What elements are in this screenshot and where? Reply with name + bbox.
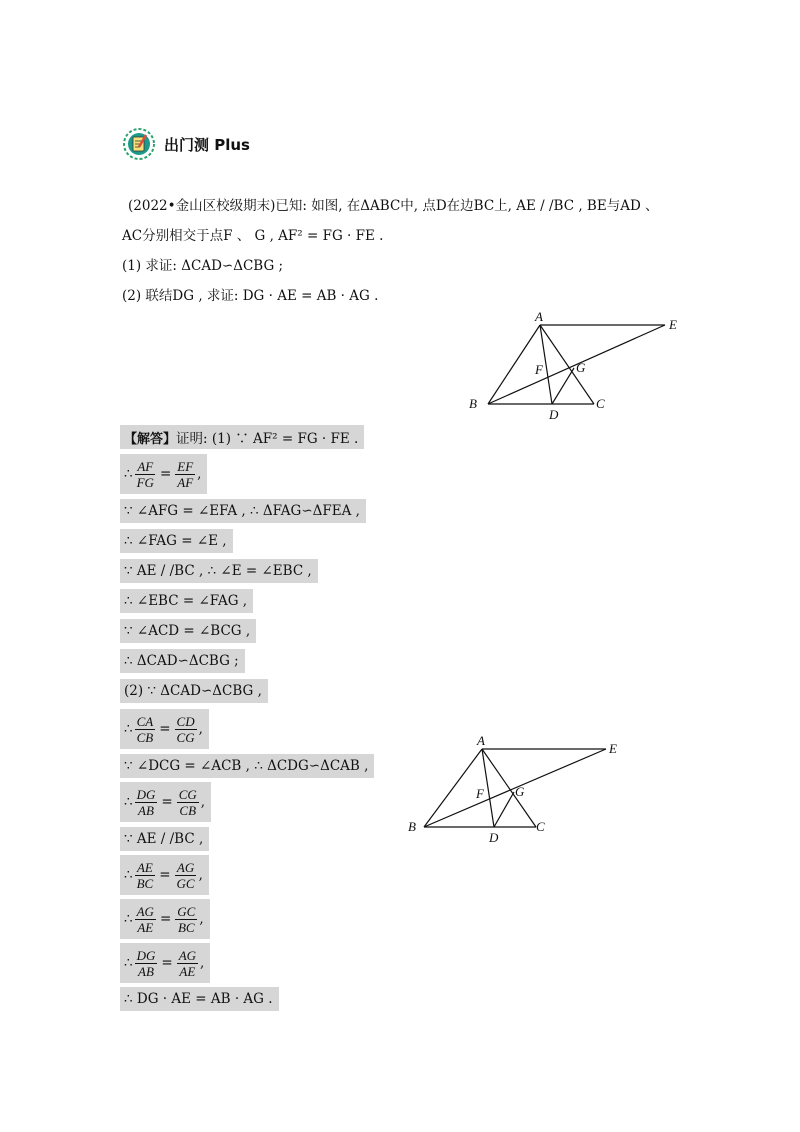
solution-line-6: ∴ ∠EBC = ∠FAG , (120, 589, 253, 613)
label-a: A (535, 309, 543, 324)
label-g: G (515, 784, 525, 799)
label-d: D (549, 407, 559, 422)
solution-line-17: ∴ DG · AE = AB · AG . (120, 987, 279, 1011)
segment-dg (494, 792, 514, 827)
problem-line-1: (2022•金山区校级期末)已知: 如图, 在ΔABC中, 点D在边BC上, AE / /BC , BE与AD 、 (128, 198, 659, 214)
label-g: G (576, 360, 586, 375)
segment-ac (482, 749, 536, 827)
fraction: $\frac{DG}{AB}$ (136, 786, 156, 818)
label-f: F (476, 786, 484, 801)
label-e: E (669, 317, 677, 332)
label-b: B (408, 819, 416, 834)
geometry-figure-bottom (402, 732, 632, 848)
fraction: $\frac{EF}{AF}$ (177, 458, 194, 490)
label-b: B (469, 396, 477, 411)
segment-ac (540, 325, 594, 404)
solution-line-8: ∴ ΔCAD∽ΔCBG ; (120, 649, 245, 673)
fraction: $\frac{AG}{GC}$ (176, 859, 195, 891)
fraction: $\frac{CD}{CG}$ (176, 713, 195, 745)
solution-line-3: ∵ ∠AFG = ∠EFA , ∴ ΔFAG∽ΔFEA , (120, 499, 366, 523)
label-a: A (477, 733, 485, 748)
fraction: $\frac{AG}{AE}$ (178, 947, 197, 979)
solution-line-11: ∵ ∠DCG = ∠ACB , ∴ ΔCDG∽ΔCAB , (120, 754, 374, 778)
label-c: C (536, 819, 545, 834)
section-header (122, 126, 250, 162)
solution-line-12: ∴ $\frac{DG}{AB}$ = $\frac{CG}{CB}$ , (120, 782, 211, 822)
solution-line-2: ∴ $\frac{AF}{FG}$ = $\frac{EF}{AF}$ , (120, 454, 207, 494)
fraction: $\frac{AE}{BC}$ (136, 859, 154, 891)
solution-line-9: (2) ∵ ΔCAD∽ΔCBG , (120, 679, 268, 703)
solution-line-7: ∵ ∠ACD = ∠BCG , (120, 619, 256, 643)
question-1: (1) 求证: ΔCAD∽ΔCBG ; (122, 258, 284, 274)
solution-line-14: ∴ $\frac{AE}{BC}$ = $\frac{AG}{GC}$ , (120, 855, 209, 895)
fraction: $\frac{AF}{FG}$ (136, 458, 154, 490)
fraction: $\frac{AG}{AE}$ (136, 903, 154, 935)
problem-line-2: AC分别相交于点F 、 G , AF² = FG · FE . (122, 228, 384, 244)
section-title: 出门测 Plus (164, 135, 250, 154)
fraction: $\frac{DG}{AB}$ (136, 947, 156, 979)
geometry-figure-top (460, 308, 700, 424)
solution-line-4: ∴ ∠FAG = ∠E , (120, 529, 233, 553)
label-e: E (609, 741, 617, 756)
solution-text-1: 证明: (1) ∵ AF² = FG · FE . (176, 431, 359, 447)
solution-line-1 (120, 425, 364, 449)
notepad-pencil-icon (122, 127, 156, 161)
label-f: F (535, 362, 543, 377)
fraction: $\frac{CG}{CB}$ (178, 786, 197, 818)
solution-line-16: ∴ $\frac{DG}{AB}$ = $\frac{AG}{AE}$ , (120, 943, 210, 983)
label-d: D (489, 830, 499, 845)
question-2: (2) 联结DG , 求证: DG · AE = AB · AG . (122, 288, 379, 304)
solution-line-13: ∵ AE / /BC , (120, 827, 209, 851)
solution-line-15: ∴ $\frac{AG}{AE}$ = $\frac{GC}{BC}$ , (120, 899, 210, 939)
solution-label: 【解答】 (124, 431, 177, 447)
segment-ab (424, 749, 482, 827)
fraction: $\frac{CA}{CB}$ (136, 713, 154, 745)
solution-line-5: ∵ AE / /BC , ∴ ∠E = ∠EBC , (120, 559, 318, 583)
solution-line-10: ∴ $\frac{CA}{CB}$ = $\frac{CD}{CG}$ , (120, 709, 209, 749)
label-c: C (596, 396, 605, 411)
fraction: $\frac{GC}{BC}$ (177, 903, 196, 935)
